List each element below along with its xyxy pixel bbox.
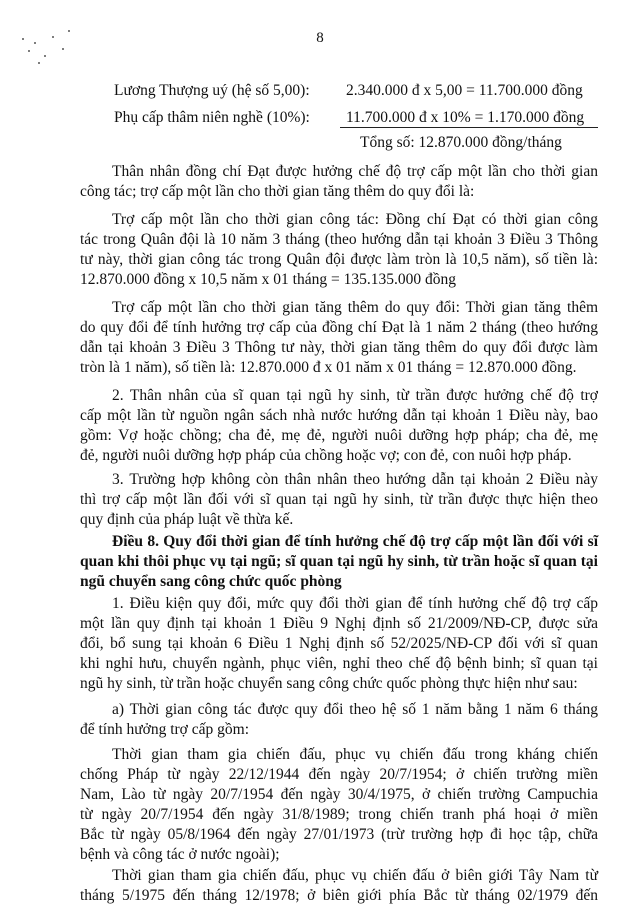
paragraph-combat-periods [80,745,598,865]
sum-underline [340,127,598,128]
text-line: tròn là 1 năm), số tiền là: 12.870.000 đ x 01 năm x 01 tháng = 12.870.000 đồng. [80,359,577,376]
text-line: khi nghỉ hưu, chuyển ngành, phục viên, nghỉ theo chế độ bệnh binh; sĩ quan tại [80,655,598,672]
paragraph-additional-time-allowance [80,298,598,378]
paragraph-intro [80,162,598,202]
scan-speck [28,50,30,52]
paragraph-article-8-clause-1 [80,594,598,694]
text-line: để tính hưởng trợ cấp gồm: [80,721,250,738]
text-line: tác trong Quân đội là 10 năm 3 tháng (theo hướng dẫn tại khoản 3 Điều 3 Thông [80,231,598,248]
text-line: công tác; trợ cấp một lần cho thời gian tăng thêm do quy đổi là: [80,183,475,200]
text-line: cấp một lần từ nguồn ngân sách nhà nước hướng dẫn tại khoản 1 Điều này, bao [80,407,598,424]
paragraph-point-a [80,700,598,740]
text-line: Nam, Lào từ ngày 20/7/1954 đến ngày 30/4/1975, ở chiến trường Campuchia [80,786,598,803]
text-line: Thân nhân đồng chí Đạt được hưởng chế độ trợ cấp một lần cho thời gian [112,163,598,180]
text-line: quan khi thôi phục vụ tại ngũ; sĩ quan tại ngũ hy sinh, từ trần hoặc sĩ quan tại [80,553,598,570]
text-line: Thời gian tham gia chiến đấu, phục vụ chiến đấu trong kháng chiến [112,746,598,763]
text-line: thì trợ cấp một lần đối với sĩ quan tại ngũ hy sinh, từ trần được thực hiện theo [80,491,598,508]
scan-speck [38,62,40,64]
text-line: Trợ cấp một lần cho thời gian tăng thêm do quy đổi: Thời gian tăng thêm [112,299,598,316]
paragraph-border-combat [80,866,598,906]
total-amount: Tổng số: 12.870.000 đồng/tháng [360,134,562,151]
text-line: tư này, thời gian công tác trong Quân đội được làm tròn là 10,5 năm), số tiền là: [80,251,598,268]
text-line: ngũ hy sinh, từ trần hoặc chuyển sang công chức quốc phòng thực hiện như sau: [80,675,578,692]
paragraph-clause-3 [80,470,598,530]
seniority-allowance-value: 11.700.000 đ x 10% = 1.170.000 đồng [346,109,585,126]
text-line: tháng 5/1975 đến tháng 12/1978; ở biên giới phía Bắc từ tháng 02/1979 đến [80,887,598,904]
text-line: 1. Điều kiện quy đổi, mức quy đổi thời gian để tính hưởng chế độ trợ cấp [112,595,598,612]
text-line: do quy đổi để tính hưởng trợ cấp của đồng chí Đạt là 1 năm 2 tháng (theo hướng [80,319,598,336]
seniority-allowance-label: Phụ cấp thâm niên nghề (10%): [114,109,310,126]
text-line: Bắc từ ngày 05/8/1964 đến ngày 27/01/1973 (trừ trường hợp đi học tập, chữa [80,826,598,843]
rank-salary-value: 2.340.000 đ x 5,00 = 11.700.000 đồng [346,82,583,99]
text-line: bệnh và công tác ở nước ngoài); [80,846,280,863]
text-line: Điều 8. Quy đổi thời gian để tính hưởng chế độ trợ cấp một lần đối với sĩ [112,533,598,550]
rank-salary-label: Lương Thượng uý (hệ số 5,00): [114,82,310,99]
text-line: dẫn tại khoản 3 Điều 3 Thông tư này, thời gian tăng thêm do quy đổi được làm [80,339,598,356]
page-number: 8 [316,30,324,46]
paragraph-work-time-allowance [80,210,598,290]
scan-speck [44,55,46,57]
text-line: 2. Thân nhân của sĩ quan tại ngũ hy sinh, từ trần được hưởng chế độ trợ [112,387,598,404]
text-line: từ ngày 20/7/1954 đến ngày 31/8/1989; trong chiến tranh phá hoại ở miền [80,806,598,823]
text-line: gồm: Vợ hoặc chồng; cha đẻ, mẹ đẻ, người nuôi dưỡng hợp pháp; cha đẻ, mẹ [80,427,598,444]
text-line: 12.870.000 đồng x 10,5 năm x 01 tháng = 135.135.000 đồng [80,271,456,288]
text-line: 3. Trường hợp không còn thân nhân theo hướng dẫn tại khoản 2 Điều này [112,471,598,488]
text-line: Thời gian tham gia chiến đấu, phục vụ chiến đấu ở biên giới Tây Nam từ [112,867,598,884]
text-line: quy định của pháp luật về thừa kế. [80,511,294,528]
text-line: ngũ chuyển sang công chức quốc phòng [80,573,342,590]
text-line: Trợ cấp một lần cho thời gian công tác: Đồng chí Đạt có thời gian công [112,211,598,228]
article-8-heading [80,532,598,592]
text-line: đẻ, người nuôi dưỡng hợp pháp của chồng hoặc vợ; con đẻ, con nuôi hợp pháp. [80,447,572,464]
text-line: a) Thời gian công tác được quy đổi theo hệ số 1 năm bằng 1 năm 6 tháng [112,701,598,718]
text-line: chống Pháp từ ngày 22/12/1944 đến ngày 20/7/1954; ở chiến trường miền [80,766,598,783]
paragraph-clause-2 [80,386,598,466]
text-line: một lần quy định tại khoản 1 Điều 9 Nghị định số 21/2009/NĐ-CP, được sửa [80,615,598,632]
scan-speck [62,48,64,50]
text-line: đổi, bổ sung tại khoản 6 Điều 1 Nghị định số 52/2025/NĐ-CP đối với sĩ quan [80,635,598,652]
